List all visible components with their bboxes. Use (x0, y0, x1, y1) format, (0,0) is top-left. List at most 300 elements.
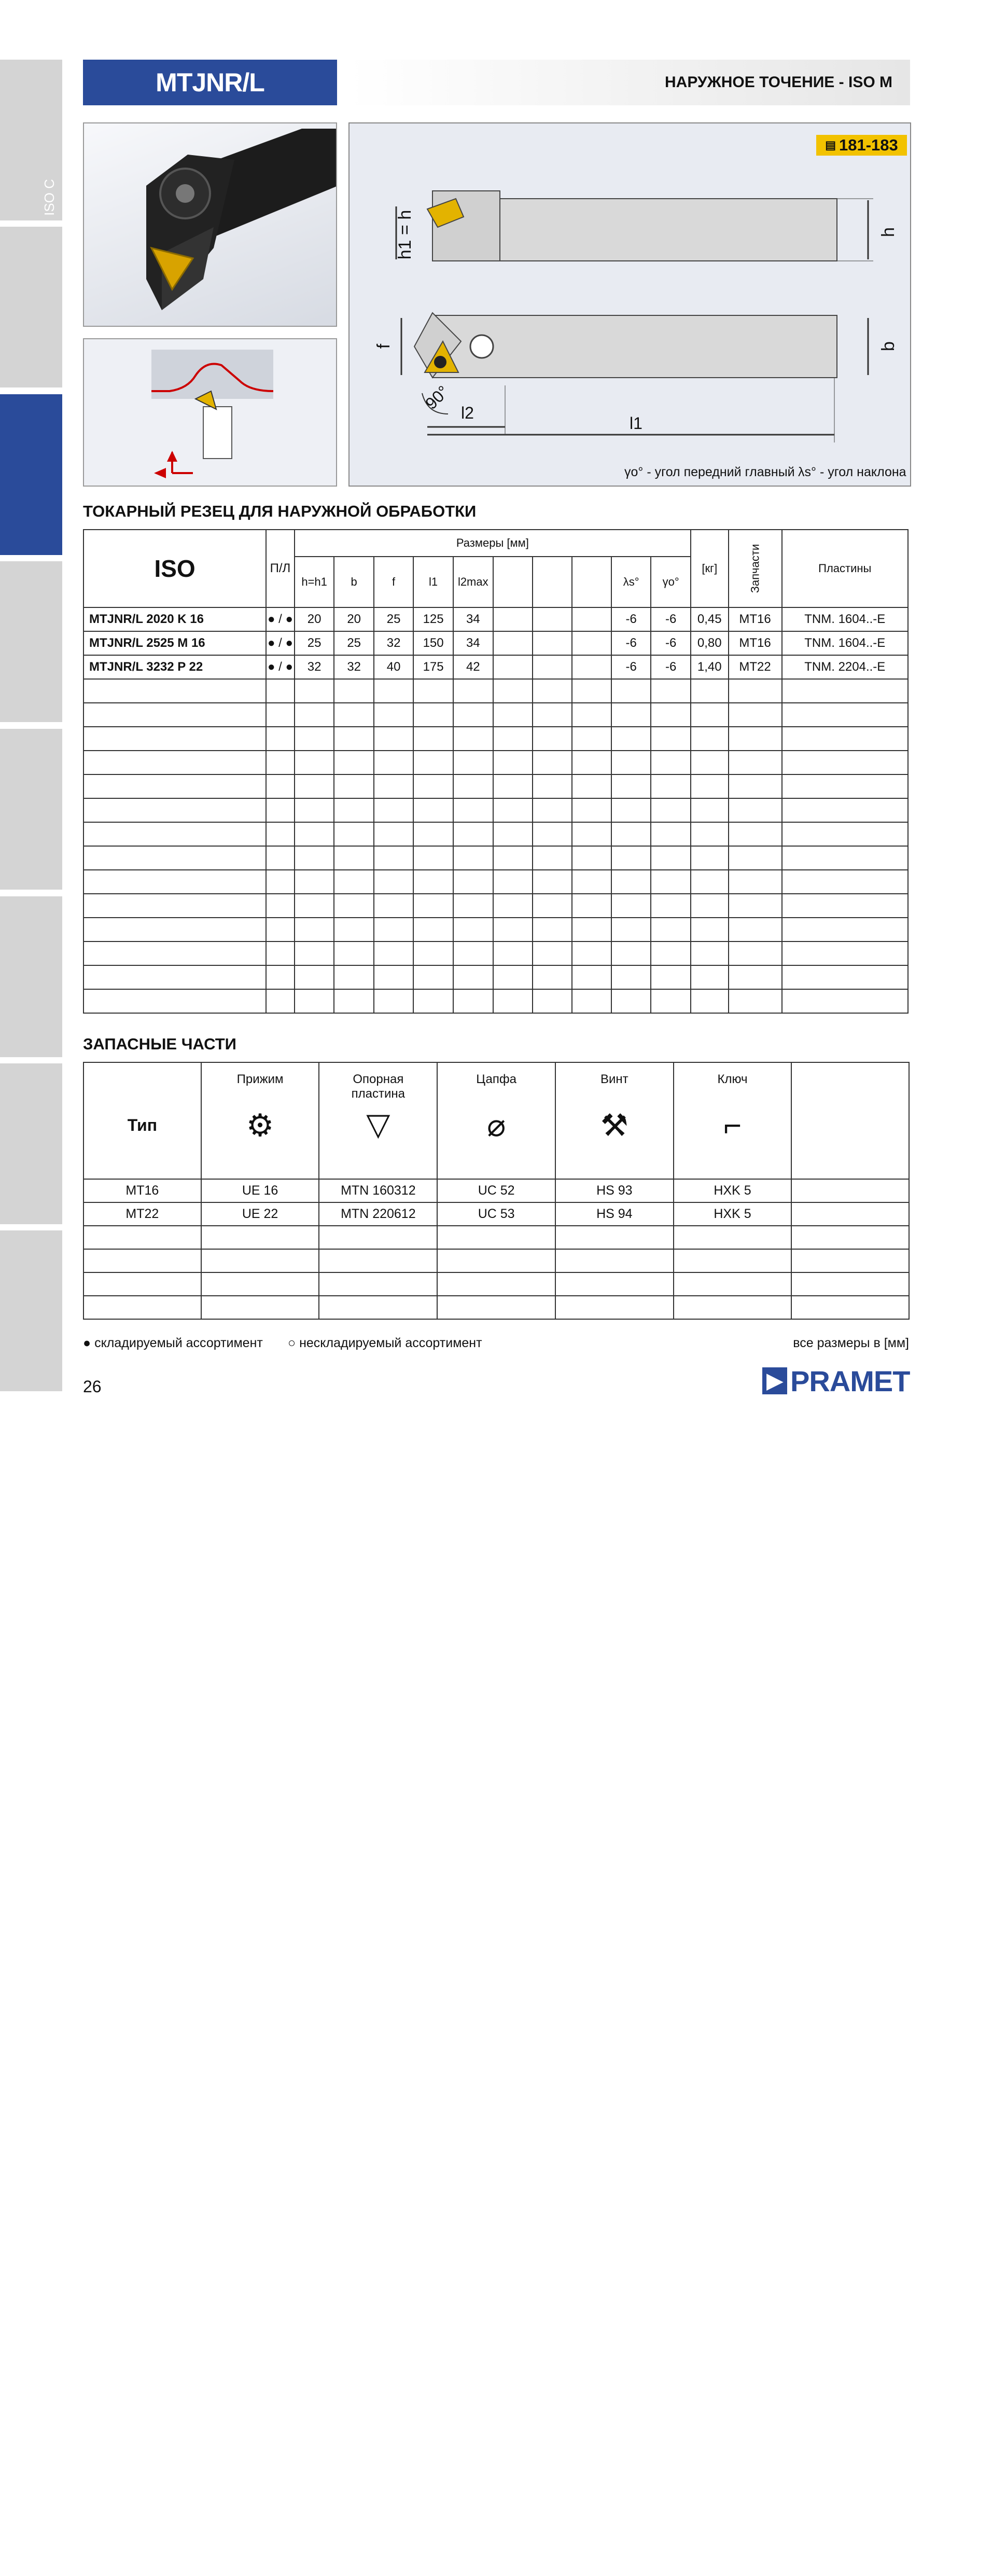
spare-table-title: ЗАПАСНЫЕ ЧАСТИ (83, 1035, 236, 1053)
label-b: b (878, 341, 898, 351)
col-f: f (374, 557, 413, 607)
table-cell: TNM. 1604..-E (782, 631, 908, 655)
spare-table-body (83, 1179, 909, 1319)
table-cell: 1,40 (691, 655, 729, 679)
col-l1: l1 (413, 557, 453, 607)
table-cell (533, 894, 572, 918)
table-cell (691, 798, 729, 822)
table-cell: UC 53 (437, 1202, 555, 1226)
label-f: f (374, 343, 394, 349)
table-cell (533, 798, 572, 822)
table-cell: -6 (611, 631, 651, 655)
table-cell (266, 774, 295, 798)
table-row (83, 1226, 909, 1249)
table-cell: 25 (374, 607, 413, 631)
table-cell: 34 (453, 631, 493, 655)
table-cell (572, 703, 611, 727)
table-cell (374, 894, 413, 918)
table-cell (413, 965, 453, 989)
table-cell (691, 751, 729, 774)
table-row (83, 798, 908, 822)
table-cell (83, 774, 266, 798)
table-cell (266, 941, 295, 965)
table-cell (611, 798, 651, 822)
table-cell: 0,45 (691, 607, 729, 631)
table-cell (791, 1272, 909, 1296)
sidebar-tab-iso-s[interactable] (0, 729, 62, 1559)
table-cell (413, 894, 453, 918)
tool-holder-image (84, 123, 337, 327)
table-cell: 20 (295, 607, 334, 631)
table-cell (782, 965, 908, 989)
table-cell (572, 679, 611, 703)
table-cell (493, 894, 533, 918)
table-cell: 25 (295, 631, 334, 655)
table-cell (533, 774, 572, 798)
table-cell (437, 1249, 555, 1272)
table-cell (453, 703, 493, 727)
table-cell (266, 965, 295, 989)
table-cell (493, 727, 533, 751)
table-cell (729, 918, 782, 941)
table-cell (782, 679, 908, 703)
table-cell: MT22 (83, 1202, 201, 1226)
sidebar-tab-iso-m[interactable] (0, 394, 62, 555)
table-cell (295, 774, 334, 798)
table-cell (334, 798, 373, 822)
table-cell: UE 22 (201, 1202, 319, 1226)
table-cell (651, 727, 690, 751)
table-cell (437, 1226, 555, 1249)
table-cell (295, 965, 334, 989)
table-cell (437, 1272, 555, 1296)
table-cell (453, 774, 493, 798)
table-cell (83, 1249, 201, 1272)
table-cell (572, 870, 611, 894)
table-cell (334, 679, 373, 703)
table-cell (611, 727, 651, 751)
table-cell (453, 965, 493, 989)
table-cell (729, 846, 782, 870)
table-cell (334, 703, 373, 727)
table-cell (83, 965, 266, 989)
table-cell: MTJNR/L 2525 M 16 (83, 631, 266, 655)
table-cell: UC 52 (437, 1179, 555, 1202)
spares-label: Запчасти (748, 544, 762, 593)
table-cell (729, 965, 782, 989)
table-cell (295, 679, 334, 703)
table-cell (782, 989, 908, 1013)
table-cell (295, 703, 334, 727)
table-cell (782, 846, 908, 870)
table-cell (651, 965, 690, 989)
table-cell (413, 751, 453, 774)
table-row (83, 894, 908, 918)
table-cell: HS 93 (555, 1179, 674, 1202)
table-cell: HS 94 (555, 1202, 674, 1226)
table-cell (201, 1296, 319, 1319)
stock-label: складируемый ассортимент (94, 1336, 263, 1350)
legend-lambda: λs° - угол наклона (798, 465, 906, 479)
dimension-diagram (348, 122, 911, 487)
table-cell (533, 631, 572, 655)
table-cell (533, 727, 572, 751)
page-ref-text: 181-183 (839, 136, 898, 154)
table-cell (729, 870, 782, 894)
table-cell: MT22 (729, 655, 782, 679)
table-cell: MT16 (83, 1179, 201, 1202)
clamp-icon: ⚙ (246, 1108, 274, 1143)
table-cell (319, 1296, 437, 1319)
table-cell (572, 751, 611, 774)
table-cell (334, 941, 373, 965)
table-cell (651, 751, 690, 774)
table-cell (201, 1272, 319, 1296)
table-cell (572, 607, 611, 631)
table-cell (201, 1249, 319, 1272)
label-angle: 90° (422, 382, 453, 413)
table-cell: HXK 5 (674, 1202, 792, 1226)
table-cell (83, 1226, 201, 1249)
table-cell: MTJNR/L 3232 P 22 (83, 655, 266, 679)
table-cell (791, 1249, 909, 1272)
table-cell (453, 870, 493, 894)
table-cell (295, 798, 334, 822)
table-cell (572, 941, 611, 965)
table-cell (266, 751, 295, 774)
table-cell (533, 941, 572, 965)
table-cell (533, 918, 572, 941)
filled-dot-icon: ● (83, 1336, 91, 1350)
table-cell (572, 655, 611, 679)
table-cell (691, 870, 729, 894)
col-h: h=h1 (295, 557, 334, 607)
table-cell (611, 918, 651, 941)
table-cell (334, 894, 373, 918)
table-cell: MT16 (729, 607, 782, 631)
table-row (83, 822, 908, 846)
table-cell (295, 727, 334, 751)
table-cell (651, 870, 690, 894)
table-cell (83, 798, 266, 822)
table-cell (691, 965, 729, 989)
table-cell (83, 941, 266, 965)
table-cell (83, 1272, 201, 1296)
table-cell (611, 989, 651, 1013)
table-cell (453, 918, 493, 941)
col-lambda: λs° (611, 557, 651, 607)
table-cell (413, 798, 453, 822)
table-cell (611, 822, 651, 846)
table-cell (791, 1179, 909, 1202)
table-cell (533, 751, 572, 774)
table-cell (83, 870, 266, 894)
product-table-body (83, 607, 908, 1013)
table-cell (266, 679, 295, 703)
table-cell (611, 965, 651, 989)
table-cell (493, 655, 533, 679)
table-row (83, 941, 908, 965)
table-row (83, 918, 908, 941)
table-cell (651, 894, 690, 918)
table-cell (295, 846, 334, 870)
subtitle-text: НАРУЖНОЕ ТОЧЕНИЕ - ISO M (665, 74, 892, 91)
table-cell (374, 679, 413, 703)
table-cell (782, 941, 908, 965)
section-subtitle (349, 60, 910, 105)
table-row (83, 965, 908, 989)
table-cell: 32 (374, 631, 413, 655)
screw-label: Винт (600, 1072, 628, 1086)
table-cell (295, 870, 334, 894)
table-cell: MTN 220612 (319, 1202, 437, 1226)
col-screw (555, 1062, 674, 1179)
table-cell: ● / ● (266, 607, 295, 631)
table-cell (83, 894, 266, 918)
table-cell (413, 918, 453, 941)
table-cell (453, 989, 493, 1013)
table-cell (334, 989, 373, 1013)
table-cell (493, 965, 533, 989)
application-sketch (83, 338, 337, 487)
table-cell (83, 751, 266, 774)
table-cell (691, 727, 729, 751)
table-cell (334, 727, 373, 751)
table-cell (334, 870, 373, 894)
table-row (83, 1272, 909, 1296)
table-cell (493, 631, 533, 655)
table-cell: 150 (413, 631, 453, 655)
table-cell: -6 (651, 655, 690, 679)
col-b: b (334, 557, 373, 607)
table-cell: 20 (334, 607, 373, 631)
table-cell (453, 822, 493, 846)
table-cell (266, 870, 295, 894)
table-cell (453, 894, 493, 918)
table-cell (83, 727, 266, 751)
table-cell: 175 (413, 655, 453, 679)
table-cell (83, 822, 266, 846)
table-cell (319, 1272, 437, 1296)
sidebar-tab-iso-c[interactable] (0, 60, 62, 220)
table-cell (374, 846, 413, 870)
table-cell (493, 846, 533, 870)
table-cell (453, 846, 493, 870)
table-cell (453, 727, 493, 751)
table-cell: -6 (611, 607, 651, 631)
col-shim (319, 1062, 437, 1179)
table-cell (533, 679, 572, 703)
table-cell (493, 941, 533, 965)
table-cell (782, 918, 908, 941)
table-cell (572, 822, 611, 846)
table-cell: 40 (374, 655, 413, 679)
table-cell (413, 846, 453, 870)
table-cell (572, 965, 611, 989)
page-title: MTJNR/L (83, 60, 337, 105)
table-cell (493, 751, 533, 774)
table-cell (691, 941, 729, 965)
table-cell (611, 679, 651, 703)
table-cell (374, 703, 413, 727)
table-cell (295, 751, 334, 774)
table-cell: 125 (413, 607, 453, 631)
nonstock-label: нескладируемый ассортимент (299, 1336, 482, 1350)
table-cell (782, 727, 908, 751)
table-cell (691, 703, 729, 727)
table-cell (83, 703, 266, 727)
table-cell (782, 774, 908, 798)
table-cell (691, 918, 729, 941)
table-cell (493, 607, 533, 631)
table-cell (493, 870, 533, 894)
table-cell (493, 679, 533, 703)
table-cell (201, 1226, 319, 1249)
table-cell (319, 1226, 437, 1249)
table-cell (266, 798, 295, 822)
table-cell (611, 703, 651, 727)
table-cell (572, 918, 611, 941)
table-cell (611, 894, 651, 918)
table-cell (334, 774, 373, 798)
table-cell: 34 (453, 607, 493, 631)
table-cell (266, 703, 295, 727)
table-cell: UE 16 (201, 1179, 319, 1202)
table-cell (729, 703, 782, 727)
hollow-dot-icon: ○ (288, 1336, 296, 1350)
table-cell (729, 751, 782, 774)
table-cell (729, 894, 782, 918)
table-cell (266, 822, 295, 846)
table-cell (651, 774, 690, 798)
units-note: все размеры в [мм] (793, 1336, 909, 1350)
table-cell: MTJNR/L 2020 K 16 (83, 607, 266, 631)
col-kg: [кг] (691, 530, 729, 607)
table-cell (791, 1296, 909, 1319)
clamp-label: Прижим (236, 1072, 284, 1086)
table-cell (555, 1272, 674, 1296)
legend-stock (83, 1336, 263, 1351)
table-cell (651, 989, 690, 1013)
table-cell (266, 989, 295, 1013)
table-cell (493, 798, 533, 822)
table-cell (83, 846, 266, 870)
col-empty (533, 557, 572, 607)
screw-icon: ⚒ (600, 1108, 628, 1143)
product-table (83, 529, 909, 1014)
sidebar-tab-iso-d[interactable] (0, 227, 62, 387)
table-cell (295, 918, 334, 941)
table-cell (533, 965, 572, 989)
table-cell (266, 727, 295, 751)
table-row (83, 870, 908, 894)
table-cell: HXK 5 (674, 1179, 792, 1202)
col-empty (572, 557, 611, 607)
col-clamp (201, 1062, 319, 1179)
table-cell (555, 1226, 674, 1249)
table-row (83, 989, 908, 1013)
table-cell (533, 607, 572, 631)
pin-label: Цапфа (476, 1072, 516, 1086)
table-cell (729, 679, 782, 703)
table-cell: 0,80 (691, 631, 729, 655)
table-cell (334, 822, 373, 846)
table-row (83, 1179, 909, 1202)
table-row (83, 751, 908, 774)
table-cell (493, 822, 533, 846)
table-cell: 25 (334, 631, 373, 655)
table-cell (83, 679, 266, 703)
table-cell (266, 846, 295, 870)
table-cell (413, 703, 453, 727)
table-cell (651, 918, 690, 941)
table-cell (572, 989, 611, 1013)
table-cell (651, 846, 690, 870)
table-row (83, 1202, 909, 1226)
table-cell (782, 703, 908, 727)
table-cell (83, 989, 266, 1013)
table-row (83, 631, 908, 655)
table-cell (413, 989, 453, 1013)
col-spares (729, 530, 782, 607)
table-cell (729, 798, 782, 822)
table-cell (611, 774, 651, 798)
table-cell (572, 798, 611, 822)
table-cell (533, 846, 572, 870)
table-cell (674, 1249, 792, 1272)
table-row (83, 703, 908, 727)
table-cell (453, 679, 493, 703)
table-row (83, 727, 908, 751)
table-cell (555, 1296, 674, 1319)
table-cell (453, 941, 493, 965)
table-cell (493, 703, 533, 727)
table-cell (533, 870, 572, 894)
table-cell (533, 703, 572, 727)
table-cell (334, 965, 373, 989)
table-cell (295, 822, 334, 846)
table-cell (729, 727, 782, 751)
table-row (83, 774, 908, 798)
table-cell (453, 798, 493, 822)
table-cell (533, 655, 572, 679)
table-cell (413, 774, 453, 798)
table-cell (334, 846, 373, 870)
table-cell (729, 989, 782, 1013)
table-cell (295, 989, 334, 1013)
sidebar-tab-iso-p[interactable] (0, 561, 62, 722)
table-cell: -6 (651, 631, 690, 655)
table-cell (374, 870, 413, 894)
legend-nonstock (288, 1336, 482, 1351)
table-cell: ● / ● (266, 655, 295, 679)
table-cell (413, 870, 453, 894)
table-cell: -6 (611, 655, 651, 679)
table-cell (791, 1202, 909, 1226)
table-row (83, 1249, 909, 1272)
label-h: h (878, 227, 898, 237)
col-empty (791, 1062, 909, 1179)
col-key (674, 1062, 792, 1179)
pin-icon: ⌀ (487, 1108, 506, 1143)
table-cell (374, 918, 413, 941)
table-cell (651, 822, 690, 846)
sidebar-tab-label: СМЕННЫЕ ПЛАСТИНЫ (49, 2509, 75, 2576)
brand-logo (762, 1365, 910, 1396)
table-cell (83, 1296, 201, 1319)
document-icon: ▤ (825, 139, 836, 151)
table-cell (493, 918, 533, 941)
